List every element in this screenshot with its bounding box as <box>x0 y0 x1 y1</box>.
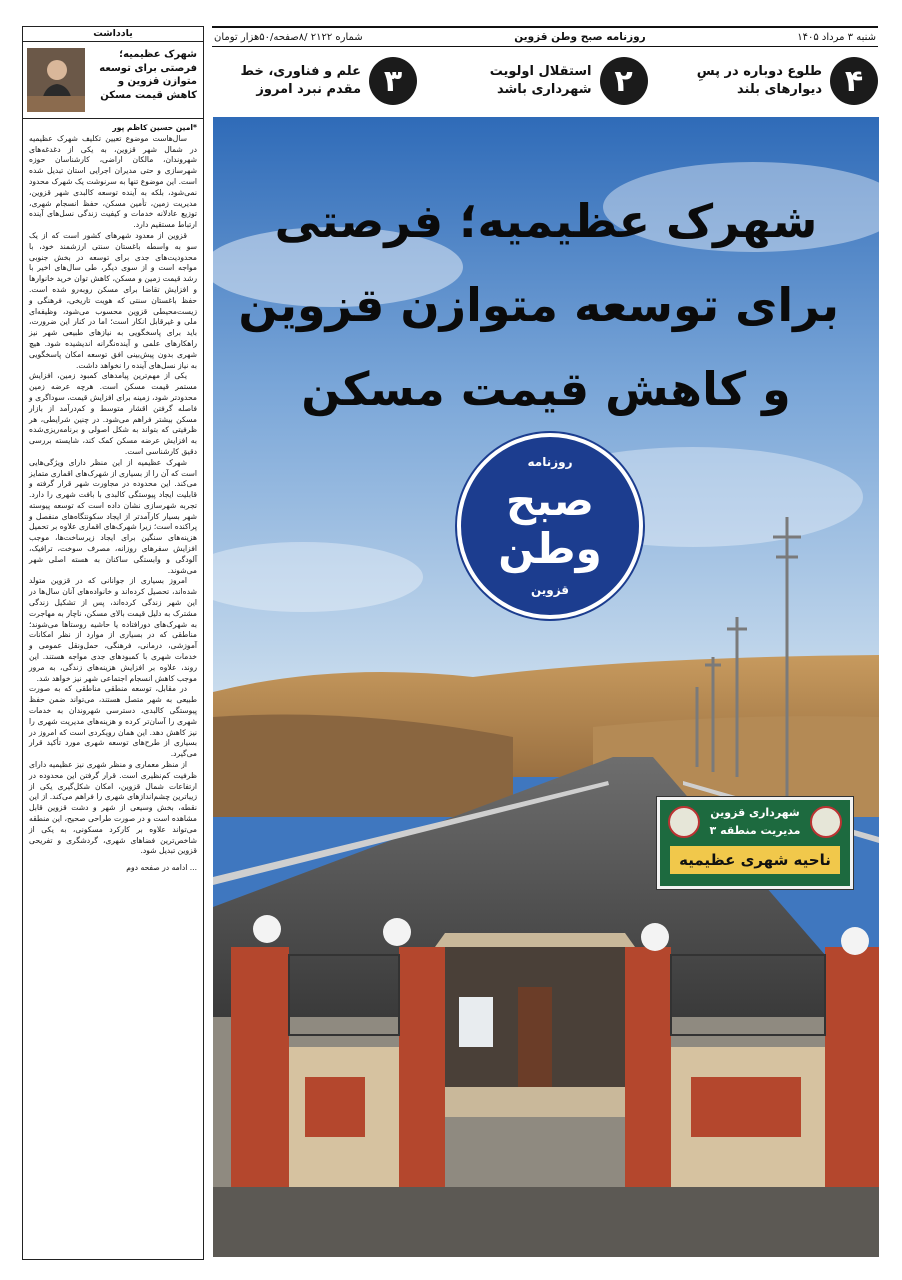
column-title: شهرک عظیمیه؛ فرصتی برای توسعه متوازن قزوین و کاهش قیمت مسکن <box>99 49 197 101</box>
teaser-row <box>212 50 878 112</box>
article-paragraph: یکی از مهم‌ترین پیامدهای کمبود زمین، افزایش مستمر قیمت مسکن است. هرچه عرضه زمین محدودتر شود، زمینه برای افزایش قیمت، سوداگری و فاصله گرفتن اقشار متوسط و کم‌درآمد از بازار مسکن بیشتر فراهم می‌شود. در چنین شرایطی، هر ظرفیتی که بتواند به شکل اصولی و برنامه‌ریزی‌شده به افزایش عرضه مسکن کمک کند، شایسته بررسی دقیق کارشناسی است. <box>29 371 197 456</box>
logo-line: صبح <box>506 476 594 525</box>
article-paragraph: شهرک عظیمیه از این منظر دارای ویژگی‌هایی است که آن را از بسیاری از شهرک‌های اقماری متمایز می‌کند. این محدوده در مجاورت شهر قرار گرفته و قابلیت ایجاد پیوستگی کالبدی با بافت شهری را دارد. تجربه شهرسازی نشان داده است که توسعه پیوسته شهر بسیار کارآمدتر از ایجاد سکونتگاه‌های منفصل و پراکنده است؛ زیرا شهرک‌های اقماری علاوه بر تحمیل هزینه‌های سنگین برای ایجاد زیرساخت‌ها، موجب افزایش سفرهای روزانه، مصرف سوخت، ترافیک، آلودگی و وابستگی ساکنان به هسته اصلی شهر می‌شوند. <box>29 457 197 575</box>
article-paragraph: از منظر معماری و منظر شهری نیز عظیمیه دارای ظرفیت کم‌نظیری است. قرار گرفتن این محدوده در ارتفاعات شمال قزوین، امکان شکل‌گیری یکی از زیباترین چشم‌اندازهای شهری را فراهم می‌کند. از این نقطه، بخش وسیعی از شهر و دشت قزوین قابل مشاهده است و در صورت طراحی صحیح، این منطقه می‌تواند علاوه بر کارکرد مسکونی، به یکی از شاخص‌ترین فضاهای شهری، گردشگری و تفریحی قزوین تبدیل شود. <box>29 760 197 856</box>
issue-info: شماره ۲۱۲۲ /۸صفحه/۵۰هزار تومان <box>214 31 363 43</box>
teaser-text: علم و فناوری، خط مقدم نبرد امروز <box>240 64 361 97</box>
person-icon <box>27 48 85 112</box>
headline-line: برای توسعه متوازن قزوین <box>238 278 839 332</box>
teaser-text: طلوع دوباره در پسِ دیوارهای بلند <box>696 64 822 97</box>
main-headline[interactable] <box>238 179 839 431</box>
author-name: *امین حسین کاظم پور <box>112 123 197 132</box>
page-number-badge: ۲ <box>600 57 648 105</box>
logo-main-text <box>461 477 639 573</box>
article-body <box>23 119 203 874</box>
headline-line: شهرک عظیمیه؛ فرصتی <box>274 194 818 248</box>
logo-bottom-text: قزوین <box>530 583 570 597</box>
opinion-column <box>22 26 204 1260</box>
article-paragraph: امروز بسیاری از جوانانی که در قزوین متولد شده‌اند، تحصیل کرده‌اند و خانواده‌های آنان سال‌ها در این شهر زندگی کرده‌اند، پس از تشکیل زندگی مشترک به دلیل قیمت بالای مسکن، ناچار به مهاجرت به شهرک‌های دورافتاده یا حاشیه روستاها می‌شوند؛ مناطقی که در بسیاری از موارد از نظر امکانات آموزشی، درمانی، فرهنگی، حمل‌ونقل عمومی و خدمات شهری با کمبودهای جدی مواجه هستند. این روند، علاوه بر افزایش هزینه‌های زندگی، به مرور موجب کاهش انسجام اجتماعی شهر نیز خواهد شد. <box>29 576 197 683</box>
headline-line: و کاهش قیمت مسکن <box>301 362 791 416</box>
sign-name-plate: ناحیه شهری عظیمیه <box>670 846 840 874</box>
author-photo <box>27 48 85 112</box>
page-number-badge: ۳ <box>369 57 417 105</box>
article-paragraph: قزوین از معدود شهرهای کشور است که از یک سو به واسطه باغستان سنتی ارزشمند خود، با محدودیت‌های جدی برای توسعه در بخش جنوبی مواجه است و از سوی دیگر، طی سال‌های اخیر با رشد قیمت زمین و مسکن، کاهش توان خرید خانوارها و افزایش تقاضا برای مسکن روبه‌رو شده است. حفظ باغستان سنتی که هویت تاریخی، فرهنگی و زیست‌محیطی قزوین محسوب می‌شود، وظیفه‌ای ملی و غیرقابل انکار است؛ اما در کنار این ضرورت، باید برای پاسخگویی به نیازهای طبیعی شهر نیز راهکارهای علمی و آینده‌نگرانه اندیشیده شود. هیچ شهری بدون پیش‌بینی افق توسعه امکان پاسخگویی به نیاز نسل‌های آینده را نخواهد داشت. <box>29 230 197 370</box>
teaser-text: استقلال اولویت شهرداری باشد <box>489 64 592 97</box>
page-number-badge: ۴ <box>830 57 878 105</box>
sign-line: مدیریت منطقه ۳ <box>709 824 801 837</box>
issue-date: شنبه ۳ مرداد ۱۴۰۵ <box>797 31 876 43</box>
masthead-strip <box>212 26 878 47</box>
logo-line: وطن <box>498 524 602 573</box>
continued-link[interactable]: ... ادامه در صفحه دوم <box>126 863 197 873</box>
municipal-sign <box>657 797 853 889</box>
logo-top-text: روزنامه <box>527 455 573 469</box>
teaser-item[interactable] <box>443 50 648 112</box>
column-teaser[interactable] <box>23 42 203 119</box>
article-paragraph: سال‌هاست موضوع تعیین تکلیف شهرک عظیمیه در شمال شهر قزوین، به یکی از دغدغه‌های شهروندان، مالکان اراضی، کارشناسان حوزه شهرسازی و حتی مدیران اجرایی استان تبدیل شده است. این موضوع تنها به سرنوشت یک شهرک محدود نمی‌شود، بلکه به آینده توسعه کالبدی شهر قزوین، مدیریت زمین، تأمین مسکن، حفظ انسجام شهری، توزیع عادلانه خدمات و کیفیت زندگی نسل‌های آینده ارتباط مستقیم دارد. <box>29 133 197 230</box>
hero-photo <box>213 117 879 1257</box>
sign-line: شهرداری قزوین <box>710 806 800 819</box>
paper-name: روزنامه صبح وطن قزوین <box>514 31 646 43</box>
column-header: یادداشت <box>23 27 203 42</box>
teaser-item[interactable] <box>212 50 417 112</box>
teaser-item[interactable] <box>673 50 878 112</box>
article-paragraph: در مقابل، توسعه منطقی مناطقی که به صورت طبیعی به شهر متصل هستند، می‌تواند ضمن حفظ پیوستگی کالبدی، دسترسی شهروندان به خدمات شهری را آسان‌تر کرده و هزینه‌های مدیریت شهری را نیز کاهش دهد. این همان رویکردی است که امروز در بسیاری از طرح‌های توسعه شهری مورد تأکید قرار می‌گیرد. <box>29 684 197 759</box>
newspaper-logo <box>457 433 643 619</box>
